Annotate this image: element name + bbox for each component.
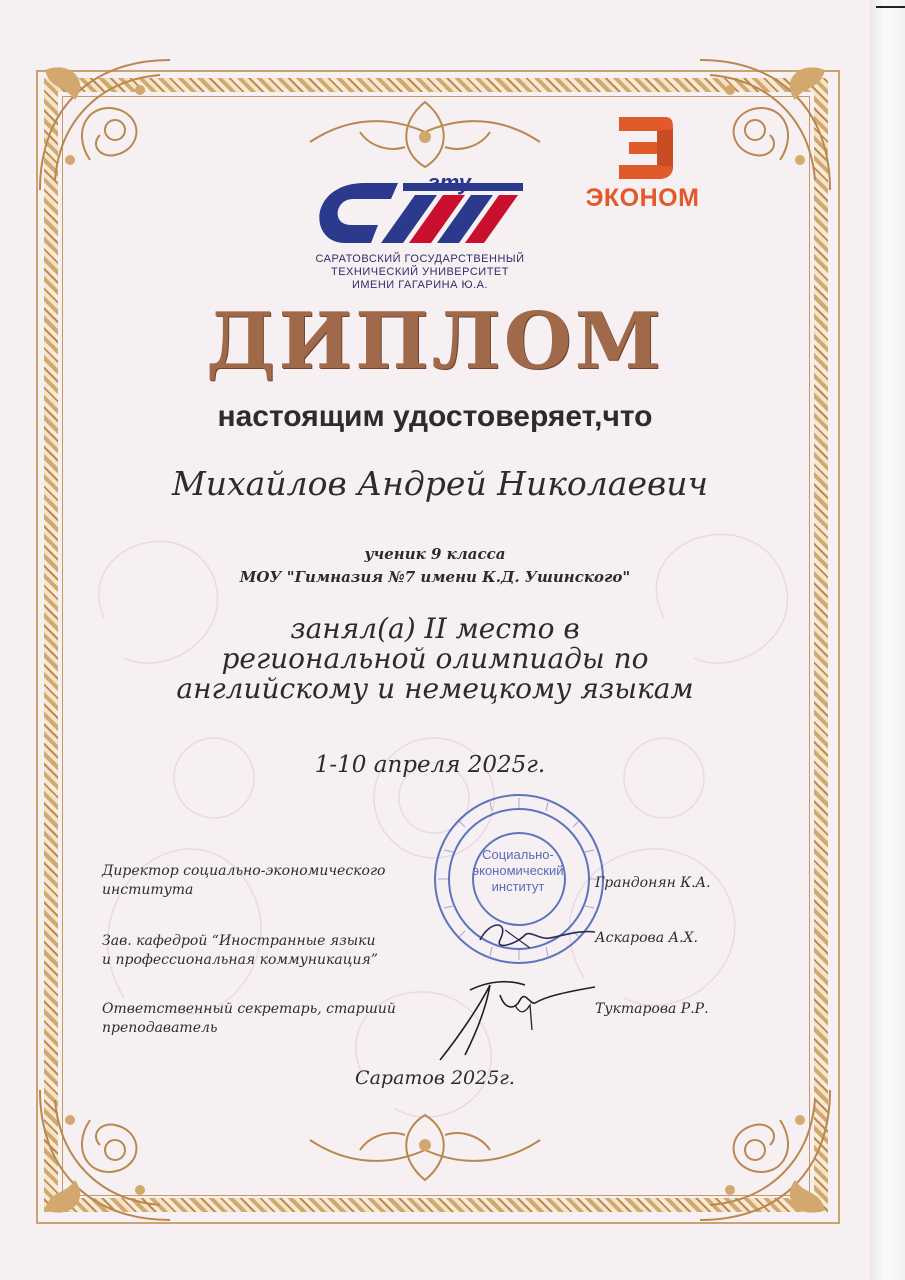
partner-name: ЭКОНОМ [585,184,700,212]
university-logo [303,175,533,255]
signatory-role-line: и профессиональная коммуникация” [102,952,378,968]
signatory-name-secretary: Туктарова Р.Р. [595,1001,709,1017]
signatory-role-line: преподаватель [102,1020,218,1036]
student-school: МОУ "Гимназия №7 имени К.Д. Ушинского" [239,568,631,586]
signatory-role-line: Директор социально-экономического [102,863,386,879]
signatory-role-line: института [102,882,194,898]
seal-text [458,847,578,895]
handwritten-signature-icon [430,975,600,1065]
seal-text-line: институт [491,879,545,894]
recipient-name: Михайлов Андрей Николаевич [171,464,708,503]
seal-text-line: Социально- [482,847,554,862]
university-name-line: САРАТОВСКИЙ ГОСУДАРСТВЕННЫЙ [315,253,525,265]
handwritten-signature-icon [470,910,600,960]
top-center-ornament-icon [300,92,550,172]
corner-ornament-icon [690,50,840,200]
signatory-role-secretary [102,1000,432,1038]
certifies-line: настоящим удостоверяет,что [217,400,653,433]
corner-ornament-icon [30,1080,180,1230]
signatory-role-director [102,862,432,900]
svg-text:гту: гту [428,175,471,195]
bottom-center-ornament-icon [300,1110,550,1190]
scan-mark [876,6,905,8]
diploma-title: ДИПЛОМ [206,296,664,387]
event-date: 1-10 апреля 2025г. [314,752,546,778]
partner-logo-icon [615,113,675,181]
student-info [140,543,730,589]
achievement-line: занял(а) II место в [290,612,580,645]
signatory-role-head-of-department [102,932,432,970]
university-name [300,253,540,292]
scan-edge [870,0,905,1280]
achievement-line: региональной олимпиады по [221,642,649,675]
achievement-text [110,614,760,704]
corner-ornament-icon [690,1080,840,1230]
seal-text-line: экономический [472,863,564,878]
signatory-name-head-of-department: Аскарова А.Х. [595,930,698,946]
achievement-line: английскому и немецкому языкам [176,672,694,705]
signatory-name-director: Грандонян К.А. [595,875,711,891]
signatory-role-line: Зав. кафедрой “Иностранные языки [102,933,376,949]
university-name-line: ТЕХНИЧЕСКИЙ УНИВЕРСИТЕТ [331,266,509,278]
corner-ornament-icon [30,50,180,200]
university-name-line: ИМЕНИ ГАГАРИНА Ю.А. [351,279,489,291]
student-grade: ученик 9 класса [364,545,506,563]
signatory-role-line: Ответственный секретарь, старший [102,1001,396,1017]
city-year: Саратов 2025г. [355,1067,515,1089]
